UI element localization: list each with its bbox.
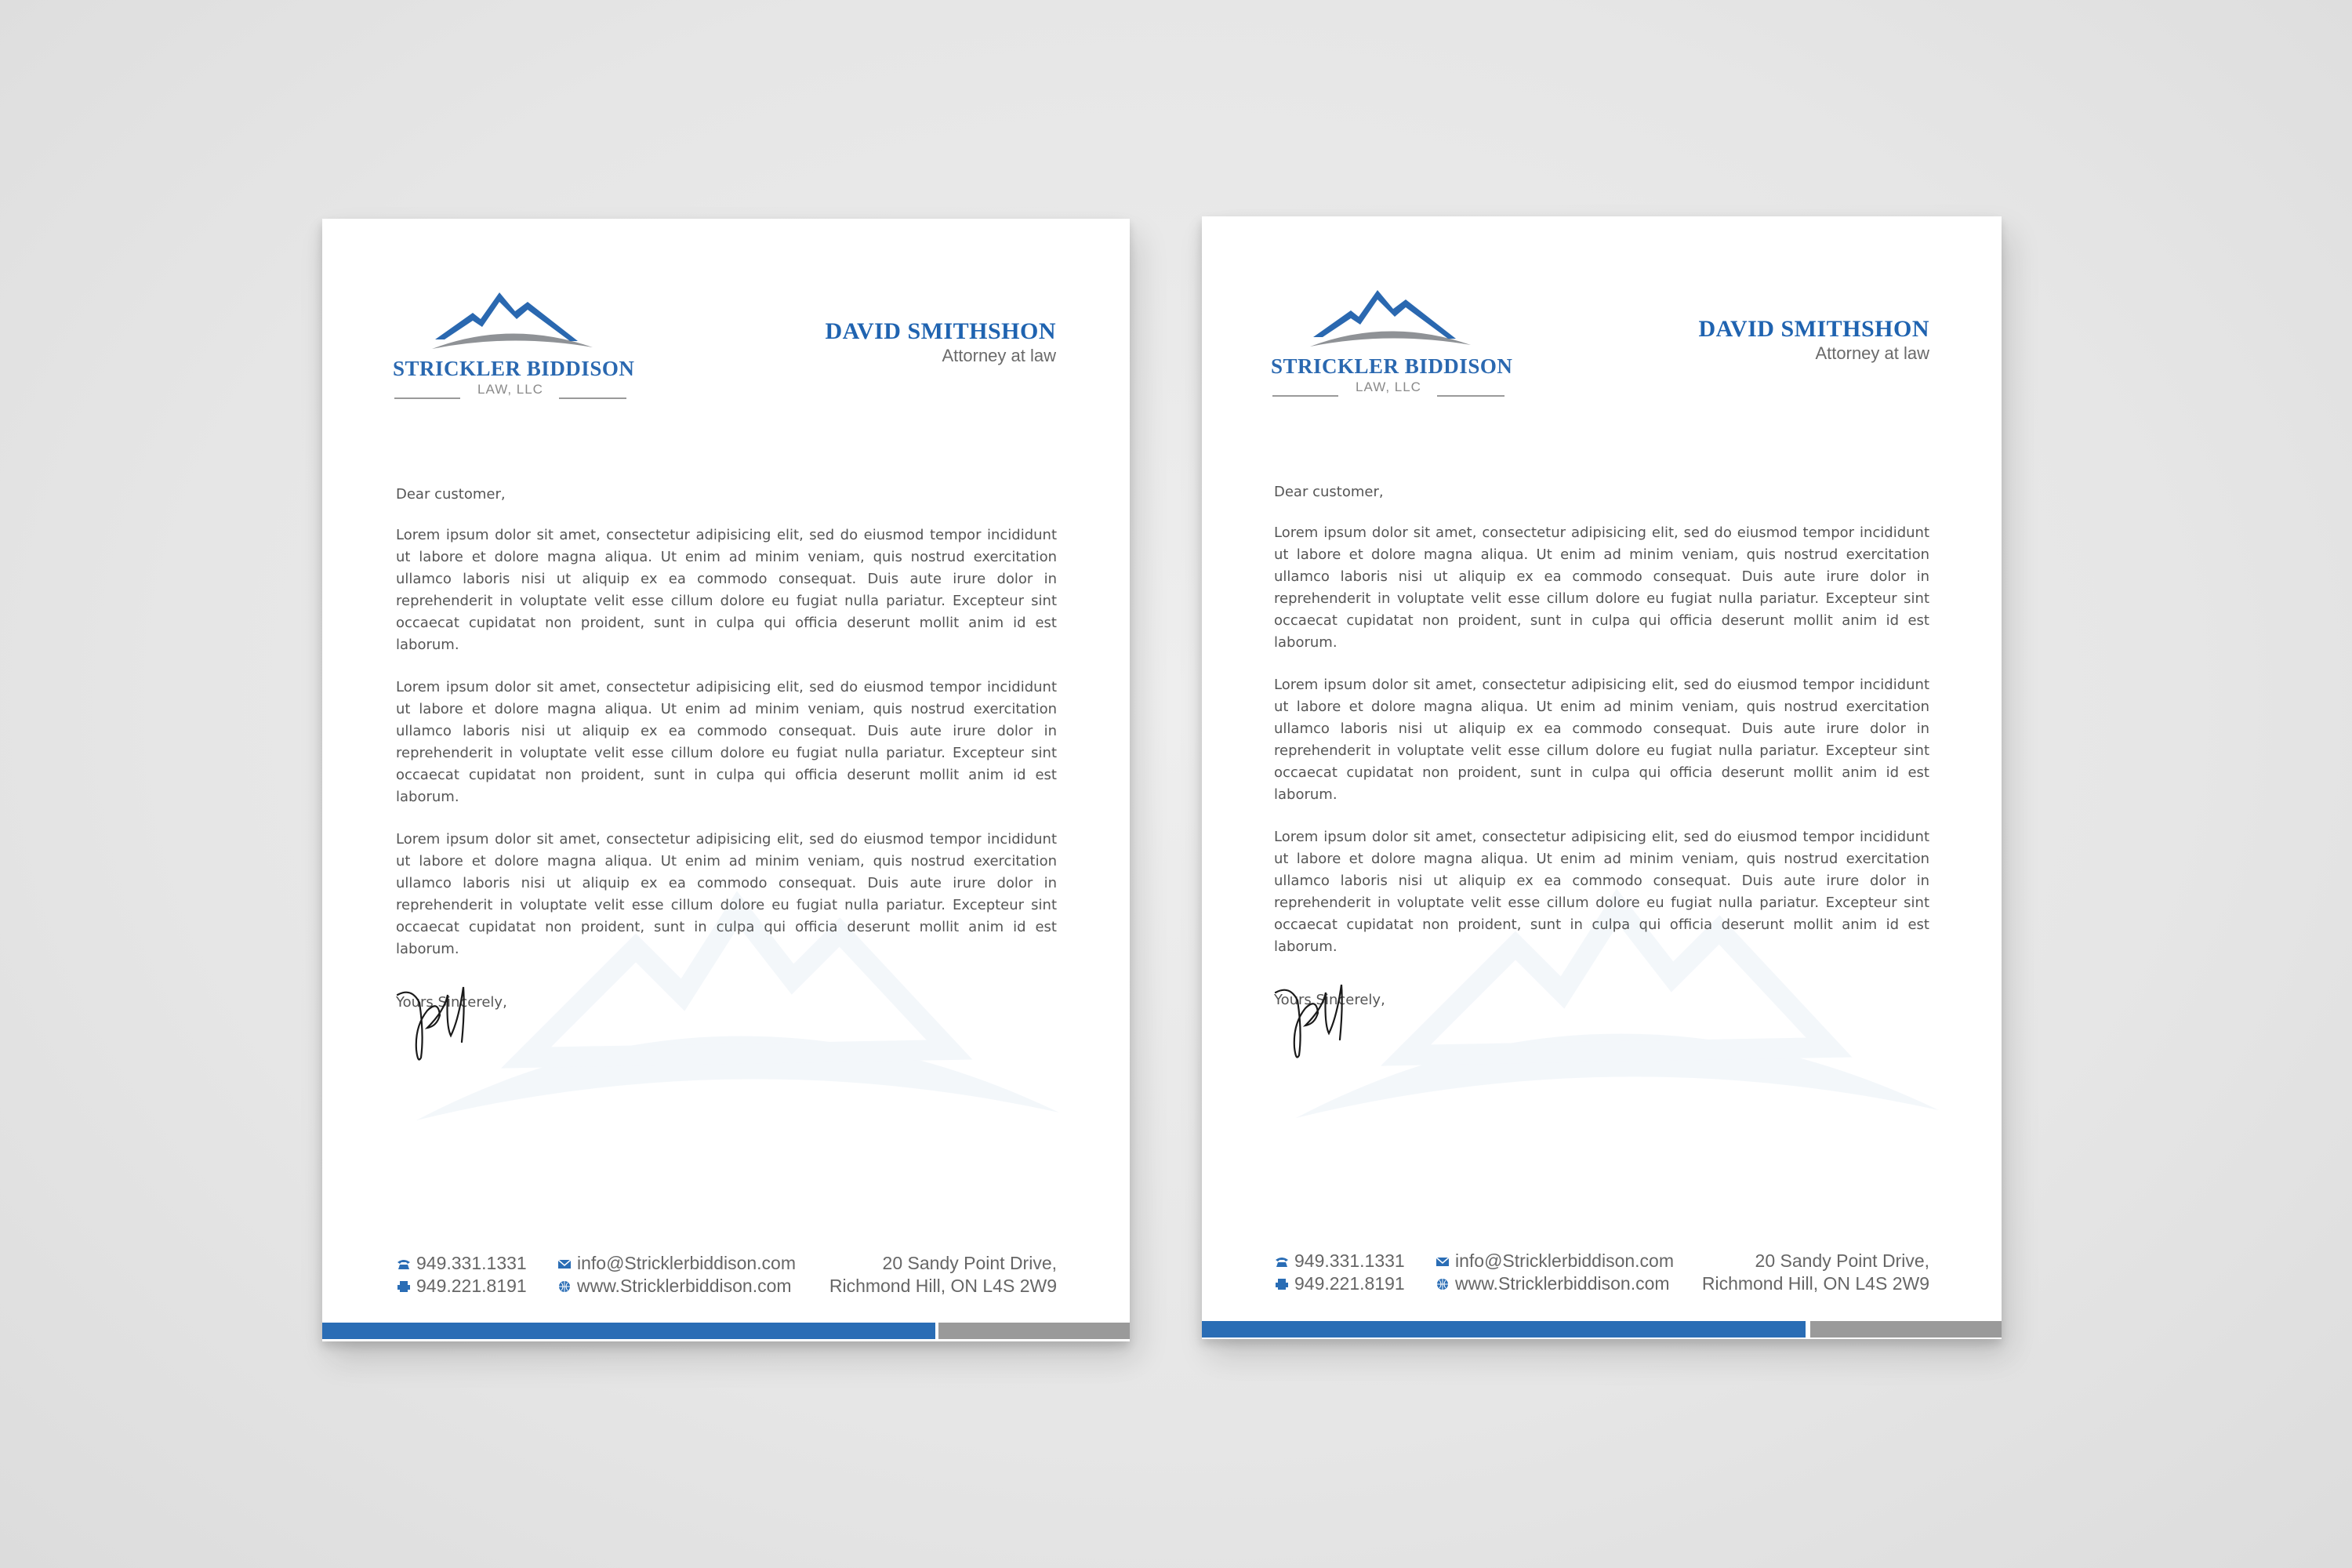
footer-email-row	[1435, 1250, 1674, 1272]
footer-bar-blue	[1202, 1321, 1806, 1338]
globe-icon	[557, 1279, 572, 1294]
person-name: DAVID SMITHSHON	[1698, 316, 1929, 342]
footer-phone-row	[396, 1252, 527, 1275]
letter-body	[1274, 481, 1929, 1011]
letter-footer	[1274, 1250, 1929, 1297]
mountain-logo-icon	[1302, 285, 1475, 356]
letter-paragraph-2: Lorem ipsum dolor sit amet, consectetur adipisicing elit, sed do eiusmod tempor incididunt ut labore et dolore magna aliqua. Ut enim ad minim veniam, quis nostrud exercitation ullamco laboris nisi ut aliquip ex ea commodo consequat. Duis aute irure dolor in reprehenderit in voluptate velit esse cillum dolore eu fugiat nulla pariatur. Excepteur sint occaecat cupidatat non proident, sunt in culpa qui officia deserunt mollit anim id est laborum.	[396, 679, 1057, 805]
footer-email-row	[557, 1252, 796, 1275]
footer-fax-row	[396, 1275, 527, 1298]
person-name: DAVID SMITHSHON	[825, 318, 1056, 344]
firm-suffix-text: LAW, LLC	[477, 382, 543, 397]
footer-website[interactable]: www.Stricklerbiddison.com	[577, 1276, 792, 1296]
footer-fax: 949.221.8191	[1294, 1273, 1405, 1294]
envelope-icon	[1435, 1254, 1450, 1269]
firm-logo	[393, 288, 635, 397]
logo-rule-left	[394, 397, 460, 399]
letter-paragraph-3: Lorem ipsum dolor sit amet, consectetur adipisicing elit, sed do eiusmod tempor incididunt ut labore et dolore magna aliqua. Ut enim ad minim veniam, quis nostrud exercitation ullamco laboris nisi ut aliquip ex ea commodo consequat. Duis aute irure dolor in reprehenderit in voluptate velit esse cillum dolore eu fugiat nulla pariatur. Excepteur sint occaecat cupidatat non proident, sunt in culpa qui officia deserunt mollit anim id est laborum.	[396, 831, 1057, 957]
person-block	[1698, 315, 1929, 364]
letterhead-sheet-right	[1202, 216, 2002, 1339]
mountain-logo-icon	[424, 288, 597, 358]
letter-greeting: Dear customer,	[396, 486, 506, 503]
footer-phone-row	[1274, 1250, 1405, 1272]
footer-address	[1702, 1250, 1929, 1295]
firm-suffix-text: LAW, LLC	[1356, 379, 1421, 394]
letter-paragraph-1: Lorem ipsum dolor sit amet, consectetur adipisicing elit, sed do eiusmod tempor incididunt ut labore et dolore magna aliqua. Ut enim ad minim veniam, quis nostrud exercitation ullamco laboris nisi ut aliquip ex ea commodo consequat. Duis aute irure dolor in reprehenderit in voluptate velit esse cillum dolore eu fugiat nulla pariatur. Excepteur sint occaecat cupidatat non proident, sunt in culpa qui officia deserunt mollit anim id est laborum.	[396, 527, 1057, 653]
person-block	[825, 318, 1056, 366]
footer-phone: 949.331.1331	[416, 1253, 527, 1273]
footer-fax: 949.221.8191	[416, 1276, 527, 1296]
firm-name: STRICKLER BIDDISON	[1271, 354, 1513, 378]
letterhead-sheet-left	[322, 219, 1130, 1341]
footer-bar-gray	[938, 1323, 1130, 1339]
footer-phone: 949.331.1331	[1294, 1250, 1405, 1271]
footer-address-line-2: Richmond Hill, ON L4S 2W9	[829, 1276, 1057, 1296]
globe-icon	[1435, 1277, 1450, 1291]
footer-address	[829, 1252, 1057, 1298]
phone-icon	[396, 1257, 412, 1271]
logo-rule-right	[1437, 395, 1504, 397]
letter-paragraph-2: Lorem ipsum dolor sit amet, consectetur adipisicing elit, sed do eiusmod tempor incididunt ut labore et dolore magna aliqua. Ut enim ad minim veniam, quis nostrud exercitation ullamco laboris nisi ut aliquip ex ea commodo consequat. Duis aute irure dolor in reprehenderit in voluptate velit esse cillum dolore eu fugiat nulla pariatur. Excepteur sint occaecat cupidatat non proident, sunt in culpa qui officia deserunt mollit anim id est laborum.	[1274, 677, 1929, 803]
firm-suffix	[1271, 379, 1506, 397]
footer-website-row	[557, 1275, 796, 1298]
letter-greeting: Dear customer,	[1274, 484, 1384, 500]
footer-phones	[396, 1252, 527, 1298]
phone-icon	[1274, 1254, 1290, 1269]
letter-paragraph-3: Lorem ipsum dolor sit amet, consectetur adipisicing elit, sed do eiusmod tempor incididunt ut labore et dolore magna aliqua. Ut enim ad minim veniam, quis nostrud exercitation ullamco laboris nisi ut aliquip ex ea commodo consequat. Duis aute irure dolor in reprehenderit in voluptate velit esse cillum dolore eu fugiat nulla pariatur. Excepteur sint occaecat cupidatat non proident, sunt in culpa qui officia deserunt mollit anim id est laborum.	[1274, 829, 1929, 955]
footer-bar-blue	[322, 1323, 935, 1339]
signature-icon	[396, 979, 466, 1065]
letter-body	[396, 484, 1057, 1014]
envelope-icon	[557, 1257, 572, 1271]
footer-address-line-1: 20 Sandy Point Drive,	[1755, 1250, 1929, 1271]
footer-phones	[1274, 1250, 1405, 1295]
firm-name: STRICKLER BIDDISON	[393, 357, 635, 380]
footer-web	[557, 1252, 796, 1298]
footer-fax-row	[1274, 1272, 1405, 1295]
footer-address-line-2: Richmond Hill, ON L4S 2W9	[1701, 1273, 1929, 1294]
footer-address-line-1: 20 Sandy Point Drive,	[882, 1253, 1057, 1273]
fax-icon	[1274, 1277, 1290, 1291]
logo-rule-right	[559, 397, 626, 399]
signature-icon	[1274, 977, 1345, 1063]
person-title: Attorney at law	[942, 346, 1056, 365]
footer-email[interactable]: info@Stricklerbiddison.com	[1455, 1250, 1675, 1271]
footer-website-row	[1435, 1272, 1674, 1295]
letter-closing: Yours Sincerely,	[1274, 992, 1385, 1008]
letter-paragraph-1: Lorem ipsum dolor sit amet, consectetur adipisicing elit, sed do eiusmod tempor incididunt ut labore et dolore magna aliqua. Ut enim ad minim veniam, quis nostrud exercitation ullamco laboris nisi ut aliquip ex ea commodo consequat. Duis aute irure dolor in reprehenderit in voluptate velit esse cillum dolore eu fugiat nulla pariatur. Excepteur sint occaecat cupidatat non proident, sunt in culpa qui officia deserunt mollit anim id est laborum.	[1274, 524, 1929, 651]
firm-logo	[1271, 285, 1513, 395]
person-title: Attorney at law	[1815, 343, 1929, 363]
footer-email[interactable]: info@Stricklerbiddison.com	[577, 1253, 797, 1273]
letter-footer	[396, 1252, 1057, 1299]
firm-suffix	[393, 382, 628, 399]
footer-website[interactable]: www.Stricklerbiddison.com	[1455, 1273, 1670, 1294]
fax-icon	[396, 1279, 412, 1294]
footer-bar-gray	[1810, 1321, 2002, 1338]
letter-closing: Yours Sincerely,	[396, 994, 507, 1011]
footer-web	[1435, 1250, 1674, 1295]
logo-rule-left	[1272, 395, 1338, 397]
